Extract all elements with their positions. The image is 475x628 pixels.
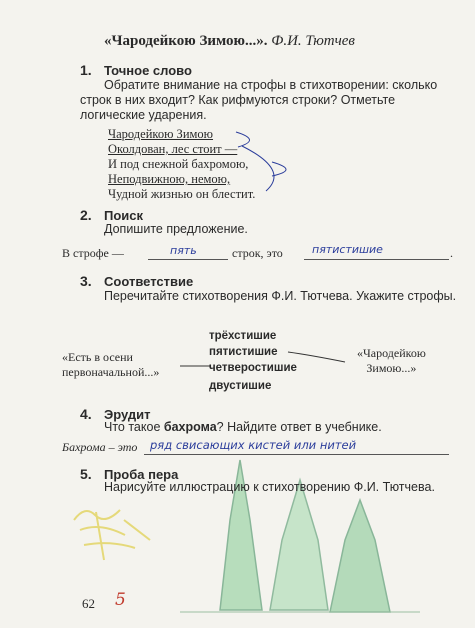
poem-line-3: И под снежной бахромою, <box>108 157 249 171</box>
option-tristich: трёхстишие <box>209 330 277 342</box>
section-2-number: 2. <box>80 207 92 223</box>
tree-right <box>330 500 390 612</box>
page-title: «Чародейкою Зимою...». Ф.И. Тютчев <box>104 33 355 49</box>
page-number: 62 <box>82 596 95 611</box>
left-poem-quote: «Есть в осени первоначальной...» <box>62 350 160 379</box>
section-4-title: Эрудит <box>104 407 151 422</box>
poem-line-5: Чудной жизнью он блестит. <box>108 187 256 201</box>
fringe-definition-answer: ряд свисающих кистей или нитей <box>150 438 357 452</box>
section-3-number: 3. <box>80 273 92 289</box>
option-distich: двустишие <box>209 380 272 392</box>
match-line-right <box>288 352 345 362</box>
answer-strophe-count: пять <box>170 244 197 257</box>
tree-middle <box>270 480 328 610</box>
poem-line-2: Околдован, лес стоит — <box>108 142 238 156</box>
section-4-text: Что такое бахрома? Найдите ответ в учебнике. <box>104 420 382 434</box>
section-1-text: Обратите внимание на строфы в стихотворении: сколько строк в них входит? Как рифмуются строки? Отметьте логические ударения. <box>80 78 438 122</box>
poem-line-1: Чародейкою Зимою <box>108 127 214 141</box>
section-2-title: Поиск <box>104 208 144 223</box>
option-pentastich: пятистишие <box>209 346 278 358</box>
yellow-sun-scribble <box>74 510 150 560</box>
sentence-start: В строфе — <box>62 246 124 260</box>
right-poem-quote: «Чародейкою Зимою...» <box>357 346 426 375</box>
answer-label: Бахрома – это <box>62 440 138 454</box>
section-3-title: Соответствие <box>104 274 194 289</box>
poem-excerpt <box>108 127 255 202</box>
sentence-end: . <box>450 246 453 260</box>
poem-line-4: Неподвижною, немою, <box>108 172 231 186</box>
section-3-text: Перечитайте стихотворения Ф.И. Тютчева. Укажите строфы. <box>104 289 457 303</box>
section-2-text: Допишите предложение. <box>104 222 248 236</box>
section-5-number: 5. <box>80 466 92 482</box>
sentence-middle: строк, это <box>232 246 283 260</box>
section-1-number: 1. <box>80 62 92 78</box>
section-1-title: Точное слово <box>104 63 192 78</box>
answer-strophe-type: пятистишие <box>312 243 383 256</box>
section-5-text: Нарисуйте иллюстрацию к стихотворению Ф.И. Тютчева. <box>104 480 435 494</box>
section-5-title: Проба пера <box>104 467 179 482</box>
section-4-number: 4. <box>80 406 92 422</box>
grade-mark: 5 <box>115 590 126 610</box>
option-quatrain: четверостишие <box>209 362 297 374</box>
